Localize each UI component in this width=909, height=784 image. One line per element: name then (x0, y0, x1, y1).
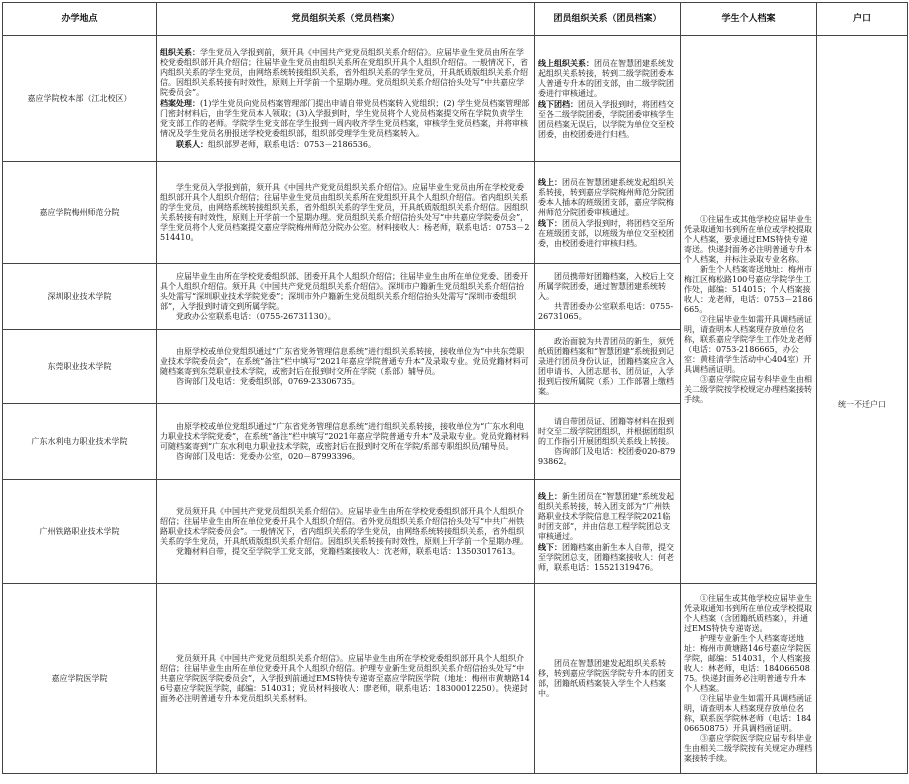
cell-paragraph: 党籍材料自带，提交至学院学工党支部，党籍档案接收人：沈老师，联系电话：13503017613。 (176, 546, 520, 556)
cell-text: 学生党员入学报到前，须开具《中国共产党党员组织关系介绍信》。应届毕业生党员由所在学校党委组织部开具介绍信；往届毕业生党员由组织关系所在党组织开具个人组织介绍信。一般情况下，省内组织关系的学生党员，由网络系统转接组织关系，省外组织关系的学生党员，开具纸质版组织关系介绍信。因组织关系转接有时效性，原则上开学前一个星期办理。党员组织关系介绍信抬头处写“中共嘉应学院委员会”。 (160, 48, 528, 97)
cell-paragraph: 请自带团员证、团籍等材料在报到时交至二级学院团组织，并根据团组织的工作指引开展团组织关系线上转接。 (538, 416, 674, 446)
party-cell (157, 404, 535, 480)
location-cell: 深圳职业技术学院 (3, 264, 157, 330)
cell-keyword: 线下： (538, 541, 562, 552)
cell-paragraph: ②往届毕业生如需开具调档函证明，请查明本人档案现存放单位名称，联系医学院林老师（电话：18406650875）开具调档函证明。 (684, 693, 812, 733)
personal-cell (681, 584, 817, 774)
table-row (3, 584, 908, 774)
cell-text: 新生团员在“智慧团建”系统发起组织关系转接，转入团支部为“广州铁路职业技术学院信息工程学院2021临时团支部”，并由信息工程学院团总支审核通过。 (538, 491, 675, 541)
cell-paragraph: 党员须开具《中国共产党党员组织关系介绍信》。应届毕业生由所在学校党委组织部开具个人组织介绍信；往届毕业生由所在单位党委开具个人组织介绍信。护理专业新生党员组织关系介绍信抬头处写“中共嘉应学院医学院委员会”，入学报到前通过EMS特快专递寄至嘉应学院医学院（地址：梅州市黄塘路146号嘉应学院医学院，邮编：514031；党员材料接收人：廖老师，联系电话：18300012250）。快递封面务必注明普通专升本党员组织关系材料。 (160, 653, 530, 703)
cell-paragraph: ②往届毕业生如需开具调档函证明，请查明本人档案现存放单位名称，联系嘉应学院学生工作处龙老师（电话：0753-2186665，办公室：黄桂清学生活动中心404室）开具调档函证明。 (684, 314, 812, 374)
party-cell (157, 480, 535, 584)
cell-paragraph: 咨询部门及电话：党委办公室，020－87993396。 (176, 451, 360, 461)
cell-paragraph: 政治面貌为共青团员的新生，须凭纸质团籍档案和“智慧团建”系统报到记录进行团员身份认证，团籍档案应含入团申请书、入团志愿书、团员证，入学报到后按所属院（系）工作部署上缴档案。 (538, 336, 675, 396)
cell-paragraph: 咨询部门及电话：党委组织部，0769-23306735。 (176, 376, 360, 386)
league-cell (535, 404, 681, 480)
header-personal: 学生个人档案 (681, 3, 817, 36)
cell-paragraph: 团员在智慧团建发起组织关系转移，转到嘉应学院医学院专升本的团支部，团籍纸质档案装入学生个人档案中。 (538, 658, 674, 698)
location-cell: 嘉应学院校本部（江北校区） (3, 36, 157, 162)
cell-text: 团员入学报到时，将团档交至各二级学院团委，学院团委审核学生团员档案无误后，以学院为单位交至校团委，由校团委进行归档。 (538, 99, 674, 139)
cell-paragraph: 由原学校或单位党组织通过“广东省党务管理信息系统”进行组织关系转接，接收单位为“广东水利电力职业技术学院党委”，在系统“备注”栏中填写“2021年嘉应学院普通专升本”及录取专业。党员党籍材料可随档案寄到“广东水利电力职业技术学院，或密封后在报到时交所在学院/系部专职组织员/辅导员。 (160, 421, 529, 451)
cell-paragraph: 由原学校或单位党组织通过“广东省党务管理信息系统”进行组织关系转接，接收单位为“中共东莞职业技术学院委员会”，在系统“备注”栏中填写“2021年嘉应学院普通专升本”及录取专业。党员党籍材料可随档案寄到东莞职业技术学院，或密封后在报到时交所在学院（系部）辅导员。 (160, 346, 529, 376)
party-cell (157, 162, 535, 264)
header-row (3, 3, 908, 36)
cell-paragraph: 新生个人档案寄送地址：梅州市梅江区梅松路100号嘉应学院学生工作处，邮编：514015；个人档案接收人：龙老师，电话：0753－2186665。 (684, 264, 813, 314)
cell-paragraph: 共青团委办公室联系电话：0755-26731065。 (538, 301, 674, 321)
cell-paragraph: 党政办公室联系电话：（0755-26731130）。 (176, 311, 336, 321)
cell-paragraph: 咨询部门及电话：校团委020-87993862。 (538, 446, 676, 466)
league-cell (535, 330, 681, 404)
cell-keyword: 联系人： (176, 139, 208, 149)
cell-paragraph (538, 99, 677, 140)
student-transfer-table (2, 2, 908, 774)
cell-keyword: 档案处理： (160, 98, 200, 108)
party-cell (157, 36, 535, 162)
cell-text: 团员在智慧团建系统发起组织关系转接，转到嘉应学院梅州师范分院团委本人插本的班级团支部，嘉应学院梅州师范分院团委审核通过。 (538, 177, 674, 217)
cell-text: 团籍档案由新生本人自带，提交至学院团总支，团籍档案接收人：何老师，联系电话：15521319476。 (538, 542, 674, 572)
cell-paragraph: 党员须开具《中国共产党党员组织关系介绍信》。应届毕业生由所在学校党委组织部开具个人组织介绍信；往届毕业生由所在单位党委开具个人组织介绍信。省外党员组织关系介绍信抬头处写“中共广州铁路职业技术学院委员会”。一般情况下，省内组织关系的学生党员，由网络系统转接组织关系，省外组织关系的学生党员，开具纸质版组织关系介绍信。因组织关系转接有时效性，原则上开学前一个星期办理。 (160, 506, 528, 546)
location-cell: 嘉应学院医学院 (3, 584, 157, 774)
cell-text: (1)学生党员向党员档案管理部门提出申请自带党员档案转入党组织；(2) 学生党员档案管理部门密封材料后，由学生党员本人领取；(3)入学报到时，学生党员将个人党员档案提交所在学院负责学生党支部工作的老师。学院学生党支部在学生报到一周内收齐学生党员档案，审核学生党员档案，并将审核情况及学生党员名册报送学校党委组织部，组织部受理学生党员档案转入。 (160, 99, 530, 138)
cell-text: 团员在智慧团建系统发起组织关系转接，转到二级学院团委本人普通专升本的团支部，由二级学院团委进行审核通过。 (538, 58, 674, 98)
location-cell: 广东水利电力职业技术学院 (3, 404, 157, 480)
cell-paragraph (538, 491, 677, 542)
cell-paragraph (160, 139, 531, 150)
cell-paragraph: ①往届生或其他学校应届毕业生凭录取通知书到所在单位或学校提取个人档案，要求通过EMS特快专递寄送。快递封面务必注明普通专升本个人档案，并标注录取专业名称。 (684, 214, 812, 264)
cell-text: 组织部罗老师，联系电话：0753－2186536。 (208, 140, 376, 149)
cell-keyword: 线上组织关系： (538, 57, 594, 68)
league-cell (535, 480, 681, 584)
location-cell: 东莞职业技术学院 (3, 330, 157, 404)
cell-paragraph: 团员携带好团籍档案，入校后上交所属学院团委，通过智慧团建系统转入。 (538, 271, 674, 301)
cell-paragraph (160, 98, 531, 139)
hukou-cell: 统一不迁户口 (817, 36, 908, 774)
cell-paragraph: 学生党员入学报到前，须开具《中国共产党党员组织关系介绍信》。应届毕业生党员由所在学校党委组织部开具个人组织介绍信；往届毕业生党员由组织关系所在党组织开具个人组织介绍信。省内组织关系的学生党员，由网络系统转接组织关系，省外组织关系的学生党员，开具纸质版组织关系介绍信。因组织关系转接有时效性，原则上开学前一个星期办理。党员组织关系介绍信抬头处写“中共嘉应学院委员会”，学生党员将个人党员档案提交嘉应学院梅州师范分院办公室。材料接收人：杨老师，联系电话：0753－2514410。 (160, 182, 530, 242)
header-location: 办学地点 (3, 3, 157, 36)
cell-paragraph: 护理专业新生个人档案寄送地址：梅州市黄塘路146号嘉应学院医学院，邮编：514031，个人档案接收人：林老师，电话：18406650875。快递封面务必注明普通专升本个人档案。 (684, 633, 812, 693)
header-party: 党员组织关系（党员档案） (157, 3, 535, 36)
personal-cell (681, 36, 817, 584)
league-cell (535, 584, 681, 774)
cell-paragraph: ①往届生或其他学校应届毕业生凭录取通知书到所在单位或学校提取个人档案（含团籍纸质档案），并通过EMS特快专递寄送。 (684, 593, 812, 633)
header-hukou: 户口 (817, 3, 908, 36)
cell-keyword: 线上： (538, 176, 562, 187)
cell-keyword: 线上： (538, 490, 562, 501)
league-cell (535, 264, 681, 330)
cell-paragraph: 应届毕业生由所在学校党委组织部、团委开具个人组织介绍信；往届毕业生由所在单位党委、团委开具个人组织介绍信。须开具《中国共产党党员组织关系介绍信》。深圳市户籍新生党员组织关系介绍信抬头处需写“深圳职业技术学院党委”；深圳市外户籍新生党员组织关系介绍信抬头处需写“深圳市委组织部”，入学报到时请交到所属学院。 (160, 271, 528, 311)
cell-text: 团员入学报到时，将团档交至所在班级团支部，以班级为单位交至校团委，由校团委进行审核归档。 (538, 218, 674, 248)
cell-paragraph: ③嘉应学院医学院应届专科毕业生由相关二级学院按有关规定办理档案接转手续。 (684, 733, 812, 763)
party-cell (157, 584, 535, 774)
header-league: 团员组织关系（团员档案） (535, 3, 681, 36)
cell-keyword: 组织关系： (160, 47, 200, 57)
cell-paragraph (160, 47, 531, 98)
table-row (3, 36, 908, 162)
cell-paragraph (538, 177, 677, 218)
cell-paragraph (538, 542, 677, 573)
party-cell (157, 264, 535, 330)
league-cell (535, 36, 681, 162)
location-cell: 嘉应学院梅州师范分院 (3, 162, 157, 264)
cell-paragraph: ③嘉应学院应届专科毕业生由相关二级学院按学校规定办理档案接转手续。 (684, 374, 812, 404)
cell-keyword: 线下团档： (538, 98, 578, 109)
party-cell (157, 330, 535, 404)
cell-paragraph (538, 58, 677, 99)
cell-paragraph (538, 218, 677, 249)
cell-keyword: 线下： (538, 217, 562, 228)
location-cell: 广州铁路职业技术学院 (3, 480, 157, 584)
league-cell (535, 162, 681, 264)
